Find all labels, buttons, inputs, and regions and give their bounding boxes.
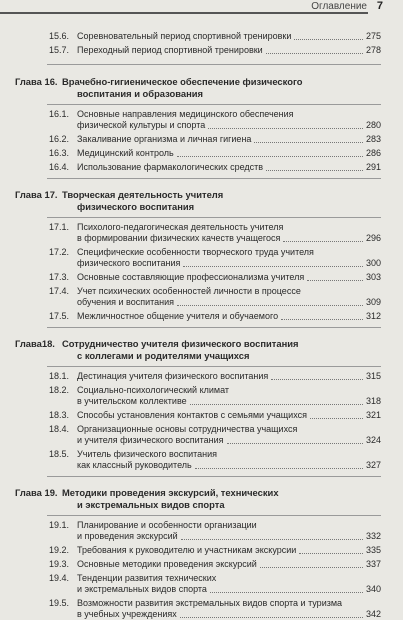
entry-number: 19.3. <box>49 559 70 569</box>
toc-entry <box>0 449 403 471</box>
entry-number: 18.5. <box>49 449 70 459</box>
toc-entry <box>0 520 403 542</box>
dot-leader <box>310 418 363 419</box>
entry-number: 18.3. <box>49 410 70 420</box>
toc-entry <box>0 598 403 620</box>
entry-page-number: 278 <box>365 45 381 55</box>
chapter-label: Глава 16. <box>15 76 58 87</box>
entry-page-number: 280 <box>365 120 381 130</box>
entry-page-number: 312 <box>365 311 381 321</box>
toc-entry <box>0 222 403 244</box>
section-divider <box>47 327 381 328</box>
section-divider <box>47 104 381 105</box>
dot-leader <box>177 156 363 157</box>
entry-number: 17.5. <box>49 311 70 321</box>
dot-leader <box>281 319 363 320</box>
entry-page-number: 283 <box>365 134 381 144</box>
entry-title: и учителя физического воспитания <box>77 435 224 445</box>
section-divider <box>47 515 381 516</box>
chapter-title: и экстремальных видов спорта <box>77 499 225 510</box>
dot-leader <box>195 468 363 469</box>
entry-page-number: 300 <box>365 258 381 268</box>
entry-title: и экстремальных видов спорта <box>77 584 207 594</box>
entry-number: 16.1. <box>49 109 70 119</box>
toc-entry <box>0 247 403 269</box>
dot-leader <box>266 53 363 54</box>
toc-entry <box>0 545 403 556</box>
entry-title: Основные составляющие профессионализма учителя <box>77 272 305 282</box>
toc-entry <box>0 424 403 446</box>
entry-title: Закаливание организма и личная гигиена <box>77 134 252 144</box>
entry-title: в учительском коллективе <box>77 396 187 406</box>
entry-title: Тенденции развития технических <box>77 573 217 583</box>
entry-title: Основные направления медицинского обеспечения <box>77 109 294 119</box>
dot-leader <box>266 170 363 171</box>
dot-leader <box>208 128 363 129</box>
entry-page-number: 286 <box>365 148 381 158</box>
entry-page-number: 296 <box>365 233 381 243</box>
entry-number: 17.2. <box>49 247 70 257</box>
entry-title: Основные методики проведения экскурсий <box>77 559 257 569</box>
entry-page-number: 309 <box>365 297 381 307</box>
toc-entry <box>0 31 403 42</box>
dot-leader <box>180 617 363 618</box>
dot-leader <box>227 443 364 444</box>
toc-entry <box>0 311 403 322</box>
dot-leader <box>260 567 363 568</box>
section-divider <box>47 64 381 65</box>
entry-number: 18.2. <box>49 385 70 395</box>
section-divider <box>47 178 381 179</box>
chapter-title: с коллегами и родителями учащихся <box>77 350 250 361</box>
entry-page-number: 327 <box>365 460 381 470</box>
entry-title: Требования к руководителю и участникам экскурсии <box>77 545 297 555</box>
entry-page-number: 335 <box>365 545 381 555</box>
entry-page-number: 291 <box>365 162 381 172</box>
dot-leader <box>210 592 363 593</box>
entry-title: Дестинация учителя физического воспитания <box>77 371 269 381</box>
entry-page-number: 315 <box>365 371 381 381</box>
entry-title: Соревновательный период спортивной тренировки <box>77 31 292 41</box>
chapter-title: Сотрудничество учителя физического воспитания <box>62 338 299 349</box>
toc-entry <box>0 559 403 570</box>
entry-number: 19.4. <box>49 573 70 583</box>
entry-title: Учитель физического воспитания <box>77 449 218 459</box>
dot-leader <box>307 280 363 281</box>
dot-leader <box>177 305 363 306</box>
entry-number: 16.3. <box>49 148 70 158</box>
entry-title: Медицинский контроль <box>77 148 174 158</box>
dot-leader <box>181 539 363 540</box>
entry-number: 15.6. <box>49 31 70 41</box>
dot-leader <box>271 379 363 380</box>
dot-leader <box>294 39 363 40</box>
entry-page-number: 275 <box>365 31 381 41</box>
toc-entry <box>0 371 403 382</box>
page-number: 7 <box>376 0 383 12</box>
toc-entry <box>0 162 403 173</box>
toc-entry <box>0 385 403 407</box>
entry-page-number: 303 <box>365 272 381 282</box>
entry-number: 19.2. <box>49 545 70 555</box>
entry-number: 18.4. <box>49 424 70 434</box>
entry-title: физического воспитания <box>77 258 181 268</box>
toc-entry <box>0 109 403 131</box>
entry-page-number: 318 <box>365 396 381 406</box>
running-header-title: Оглавление <box>311 1 367 12</box>
entry-page-number: 324 <box>365 435 381 445</box>
entry-title: Использование фармакологических средств <box>77 162 264 172</box>
entry-title: физической культуры и спорта <box>77 120 206 130</box>
dot-leader <box>283 241 363 242</box>
dot-leader <box>190 404 363 405</box>
entry-number: 19.5. <box>49 598 70 608</box>
entry-title: Возможности развития экстремальных видов спорта и туризма <box>77 598 343 608</box>
entry-number: 15.7. <box>49 45 70 55</box>
entry-number: 18.1. <box>49 371 70 381</box>
section-divider <box>47 366 381 367</box>
entry-title: обучения и воспитания <box>77 297 175 307</box>
entry-number: 17.3. <box>49 272 70 282</box>
chapter-title: физического воспитания <box>77 201 195 212</box>
entry-number: 16.4. <box>49 162 70 172</box>
entry-title: как классный руководитель <box>77 460 192 470</box>
chapter-label: Глава 17. <box>15 189 58 200</box>
toc-entry <box>0 410 403 421</box>
chapter-label: Глава 19. <box>15 487 58 498</box>
entry-title: Способы установления контактов с семьями учащихся <box>77 410 307 420</box>
toc-entry <box>0 45 403 56</box>
entry-page-number: 342 <box>365 609 381 619</box>
chapter-title: Методики проведения экскурсий, технических <box>62 487 279 498</box>
toc-entry <box>0 573 403 595</box>
entry-page-number: 332 <box>365 531 381 541</box>
section-divider <box>47 476 381 477</box>
entry-title: Учет психических особенностей личности в процессе <box>77 286 301 296</box>
toc-entry <box>0 272 403 283</box>
toc-entry <box>0 134 403 145</box>
entry-number: 19.1. <box>49 520 70 530</box>
toc-entry <box>0 148 403 159</box>
chapter-title: воспитания и образования <box>77 88 204 99</box>
dot-leader <box>183 266 363 267</box>
dot-leader <box>299 553 363 554</box>
entry-page-number: 321 <box>365 410 381 420</box>
entry-title: Переходный период спортивной тренировки <box>77 45 263 55</box>
entry-page-number: 337 <box>365 559 381 569</box>
chapter-title: Творческая деятельность учителя <box>62 189 224 200</box>
section-divider <box>47 217 381 218</box>
entry-number: 17.4. <box>49 286 70 296</box>
entry-title: и проведения экскурсий <box>77 531 178 541</box>
dot-leader <box>254 142 363 143</box>
entry-title: Организационные основы сотрудничества учащихся <box>77 424 298 434</box>
toc-entry <box>0 286 403 308</box>
entry-number: 16.2. <box>49 134 70 144</box>
entry-number: 17.1. <box>49 222 70 232</box>
entry-title: в учебных учреждениях <box>77 609 177 619</box>
entry-page-number: 340 <box>365 584 381 594</box>
entry-title: Специфические особенности творческого труда учителя <box>77 247 314 257</box>
chapter-title: Врачебно-гигиеническое обеспечение физического <box>62 76 303 87</box>
entry-title: в формировании физических качеств учащегося <box>77 233 281 243</box>
entry-title: Межличностное общение учителя и обучаемого <box>77 311 279 321</box>
chapter-label: Глава18. <box>15 338 55 349</box>
entry-title: Планирование и особенности организации <box>77 520 257 530</box>
entry-title: Психолого-педагогическая деятельность учителя <box>77 222 284 232</box>
entry-title: Социально-психологический климат <box>77 385 230 395</box>
